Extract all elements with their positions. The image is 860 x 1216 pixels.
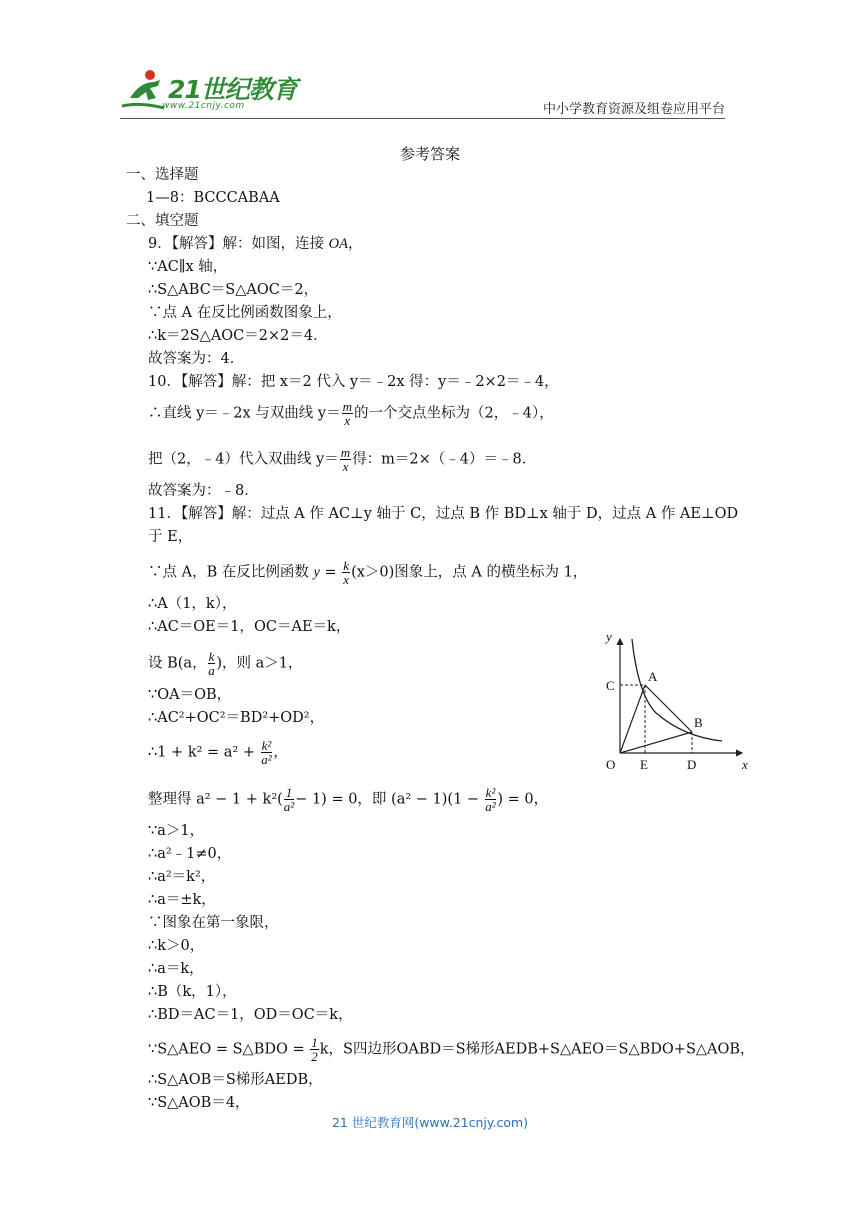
label-x: x [742, 757, 748, 772]
segment-OB [620, 732, 692, 753]
q9-line: ∴k＝2S△AOC＝2×2＝4． [148, 328, 328, 344]
q11-line: ∵S△AOB＝4， [148, 1095, 250, 1111]
q11-line: 整理得 a² − 1 + k²( $\frac{1}{\text{a²}}$ − 1) = 0，即 (a² − 1)(1 − $\frac{\text{k²}}{\text{a²}}$ ) = 0， [148, 785, 549, 814]
logo-text: 21世纪教育 [168, 75, 297, 104]
q9-line: 9．【解答】解：如图，连接 OA， [148, 236, 363, 252]
page-header [120, 66, 725, 119]
q11-line: ∴A（1，k）， [148, 596, 237, 612]
logo [120, 66, 320, 114]
q11-line: ∴1 + k² = a² + $\frac{\text{k²}}{\text{a²}}$ ， [148, 738, 288, 767]
runner-icon [120, 68, 168, 112]
q10-line: 10．【解答】解：把 x＝2 代入 y＝﹣2x 得：y＝﹣2×2＝﹣4， [148, 374, 559, 390]
section-heading: 一、选择题 [126, 167, 199, 183]
q10-line: ∴直线 y＝﹣2x 与双曲线 y＝ $\frac{m}{x}$ 的一个交点坐标为（2，﹣4）， [148, 399, 554, 428]
label-D: D [687, 757, 697, 772]
q10-line: 故答案为：﹣8． [148, 483, 259, 499]
q11-line: ∴AC²+OC²＝BD²+OD²， [148, 710, 325, 726]
label-O: O [606, 757, 616, 772]
label-C: C [606, 678, 615, 693]
q11-line: ∴BD＝AC＝1，OD＝OC＝k， [148, 1007, 353, 1023]
logo-url: www.21cnjy.com [162, 101, 245, 111]
q11-line: ∵OA＝OB， [148, 687, 232, 703]
geometry-figure [592, 625, 752, 775]
q9-line: ∵AC∥x 轴， [148, 259, 228, 275]
footer-link[interactable]: 21 世纪教育网(www.21cnjy.com) [331, 1115, 529, 1130]
q11-line: 11．【解答】解：过点 A 作 AC⊥y 轴于 C，过点 B 作 BD⊥x 轴于 D，过点 A 作 AE⊥OD [148, 506, 739, 522]
q11-line: ∴B（k，1）， [148, 984, 237, 1000]
page-title: 参考答案 [399, 145, 460, 163]
label-E: E [640, 757, 648, 772]
segment-OA [620, 685, 645, 753]
q10-line: 把（2，﹣4）代入双曲线 y＝ $\frac{m}{x}$ 得：m＝2×（﹣4）＝﹣8． [148, 445, 537, 474]
q9-line: ∴S△ABC＝S△AOC＝2， [148, 282, 319, 298]
q11-line: ∴AC＝OE＝1，OC＝AE＝k， [148, 619, 351, 635]
q11-line: ∴k＞0， [148, 938, 205, 954]
section-heading: 二、填空题 [126, 213, 199, 229]
q11-line: ∴a²﹣1≠0， [148, 846, 232, 862]
label-y: y [606, 629, 612, 644]
q11-line: ∴a＝±k， [148, 892, 216, 908]
platform-name: 中小学教育资源及组卷应用平台 [542, 102, 725, 117]
label-A: A [648, 669, 658, 684]
q11-line: ∵S△AEO = S△BDO = $\frac{1}{2}$ k，S四边形OABD＝S梯形AEDB+S△AEO＝S△BDO+S△AOB， [148, 1035, 755, 1064]
q11-line: 于 E， [148, 529, 193, 545]
q11-line: 设 B(a， $\frac{k}{a}$ )，则 a＞1， [148, 649, 303, 678]
q9-line: 故答案为：4． [148, 351, 245, 367]
q11-line: ∴a²＝k²， [148, 869, 216, 885]
mc-answers: 1—8：BCCCABAA [146, 190, 280, 206]
q11-line: ∴S△AOB＝S梯形AEDB， [148, 1072, 323, 1088]
q11-line: ∵图象在第一象限， [148, 915, 279, 931]
q11-line: ∵a＞1， [148, 823, 205, 839]
q9-line: ∵点 A 在反比例函数图象上， [148, 305, 342, 321]
q11-line: ∵点 A，B 在反比例函数 y = $\frac{k}{x}$ (x＞0)图象上，点 A 的横坐标为 1， [148, 558, 588, 587]
q11-line: ∴a＝k， [148, 961, 204, 977]
label-B: B [694, 715, 703, 730]
